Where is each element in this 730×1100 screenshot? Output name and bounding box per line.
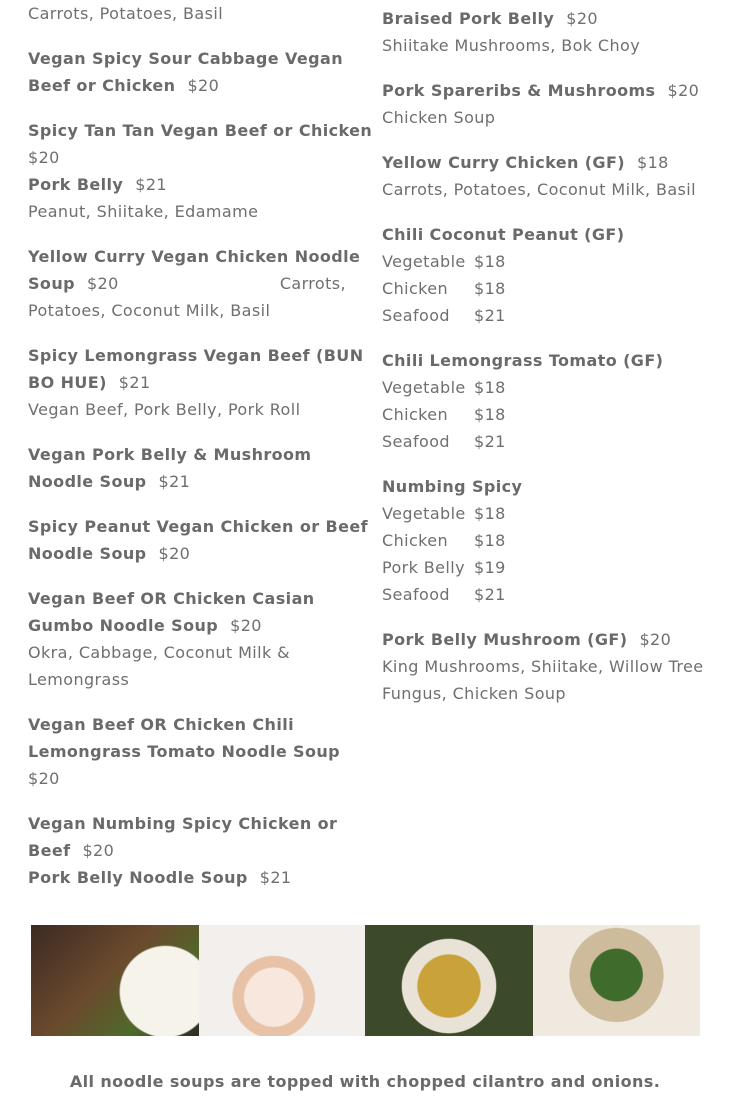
variant-name: Chicken xyxy=(382,279,449,298)
item-description: Carrots, Potatoes, Basil xyxy=(28,4,224,23)
menu-item xyxy=(28,117,373,171)
menu-item xyxy=(382,77,712,131)
menu-left-column xyxy=(28,0,373,891)
item-price: $20 xyxy=(86,274,119,293)
item-description: Chicken Soup xyxy=(382,108,496,127)
item-name: Pork Belly xyxy=(28,175,124,194)
variant-name: Chicken xyxy=(382,405,449,424)
footer-note: All noodle soups are topped with chopped cilantro and onions. xyxy=(69,1072,661,1091)
menu-item xyxy=(28,513,368,567)
item-description: Lemongrass xyxy=(28,670,130,689)
item-description: Carrots, Potatoes, Coconut Milk, Basil xyxy=(382,180,696,199)
item-price: $20 xyxy=(639,630,672,649)
item-description: King Mushrooms, Shiitake, Willow Tree xyxy=(382,657,704,676)
menu-item xyxy=(28,45,350,99)
variant-price: $18 xyxy=(474,279,506,298)
menu-item xyxy=(28,864,350,891)
menu-item xyxy=(28,342,364,423)
item-name: Chili Lemongrass Tomato (GF) xyxy=(382,351,664,370)
item-name: Numbing Spicy xyxy=(382,477,523,496)
item-name: Noodle Soup xyxy=(28,544,147,563)
food-photo-strip xyxy=(31,925,700,1036)
item-price: $20 xyxy=(667,81,700,100)
menu-item xyxy=(28,441,350,495)
food-photo xyxy=(533,925,700,1036)
item-name: Spicy Tan Tan Vegan Beef or Chicken xyxy=(28,121,373,140)
menu-item xyxy=(382,5,712,59)
variant-price: $21 xyxy=(474,585,506,604)
menu-item xyxy=(382,221,712,329)
variant-name: Seafood xyxy=(382,306,450,325)
item-name: Braised Pork Belly xyxy=(382,9,555,28)
item-name: BO HUE) xyxy=(28,373,107,392)
menu-item xyxy=(28,810,350,864)
item-price: $20 xyxy=(230,616,262,635)
menu-item xyxy=(382,473,712,608)
item-name: Vegan Spicy Sour Cabbage Vegan xyxy=(28,49,343,68)
item-name: Noodle Soup xyxy=(28,472,147,491)
item-name: Beef or Chicken xyxy=(28,76,176,95)
variant-name: Chicken xyxy=(382,531,449,550)
item-price: $21 xyxy=(135,175,168,194)
item-description: Shiitake Mushrooms, Bok Choy xyxy=(382,36,641,55)
item-name: Vegan Beef OR Chicken Casian xyxy=(28,589,315,608)
item-name: Vegan Numbing Spicy Chicken or xyxy=(28,814,338,833)
menu-item xyxy=(28,243,361,324)
variant-name: Pork Belly xyxy=(382,558,465,577)
menu-item xyxy=(28,711,350,792)
variant-price: $18 xyxy=(474,531,506,550)
item-price: $20 xyxy=(28,769,60,788)
item-name: Pork Belly Mushroom (GF) xyxy=(382,630,628,649)
variant-price: $19 xyxy=(474,558,506,577)
item-price: $21 xyxy=(118,373,151,392)
item-name: Yellow Curry Vegan Chicken Noodle xyxy=(28,247,361,266)
item-price: $20 xyxy=(187,76,220,95)
food-photo xyxy=(199,925,365,1036)
variant-name: Seafood xyxy=(382,585,450,604)
variant-price: $21 xyxy=(474,306,506,325)
item-name: Pork Belly Noodle Soup xyxy=(28,868,248,887)
menu-item xyxy=(382,626,712,707)
item-description: Peanut, Shiitake, Edamame xyxy=(28,202,259,221)
variant-price: $18 xyxy=(474,405,506,424)
menu-item xyxy=(382,347,712,455)
variant-price: $18 xyxy=(474,378,506,397)
item-name: Spicy Lemongrass Vegan Beef (BUN xyxy=(28,346,364,365)
item-price: $21 xyxy=(259,868,292,887)
menu-item xyxy=(28,171,350,225)
menu-item xyxy=(28,585,350,693)
item-description: Vegan Beef, Pork Belly, Pork Roll xyxy=(28,400,301,419)
item-price: $20 xyxy=(158,544,191,563)
item-name: Soup xyxy=(28,274,75,293)
variant-name: Seafood xyxy=(382,432,450,451)
food-photo xyxy=(365,925,533,1036)
item-description: Fungus, Chicken Soup xyxy=(382,684,566,703)
item-price: $18 xyxy=(637,153,669,172)
food-photo xyxy=(31,925,199,1036)
item-name: Vegan Pork Belly & Mushroom xyxy=(28,445,312,464)
item-name: Vegan Beef OR Chicken Chili xyxy=(28,715,295,734)
variant-name: Vegetable xyxy=(382,378,466,397)
menu-item xyxy=(382,149,712,203)
variant-price: $18 xyxy=(474,252,506,271)
item-name: Chili Coconut Peanut (GF) xyxy=(382,225,625,244)
item-name: Beef xyxy=(28,841,71,860)
item-name: Yellow Curry Chicken (GF) xyxy=(382,153,626,172)
item-description: Carrots, xyxy=(279,274,346,293)
item-description: Okra, Cabbage, Coconut Milk & xyxy=(28,643,290,662)
variant-price: $21 xyxy=(474,432,506,451)
variant-name: Vegetable xyxy=(382,504,466,523)
item-name: Pork Spareribs & Mushrooms xyxy=(382,81,656,100)
item-price: $20 xyxy=(566,9,598,28)
item-price: $21 xyxy=(158,472,191,491)
item-name: Gumbo Noodle Soup xyxy=(28,616,219,635)
item-description: Potatoes, Coconut Milk, Basil xyxy=(28,301,271,320)
item-price: $20 xyxy=(28,148,60,167)
item-price: $20 xyxy=(82,841,115,860)
item-name: Spicy Peanut Vegan Chicken or Beef xyxy=(28,517,368,536)
variant-name: Vegetable xyxy=(382,252,466,271)
item-name: Lemongrass Tomato Noodle Soup xyxy=(28,742,341,761)
menu-right-column xyxy=(382,5,712,707)
variant-price: $18 xyxy=(474,504,506,523)
